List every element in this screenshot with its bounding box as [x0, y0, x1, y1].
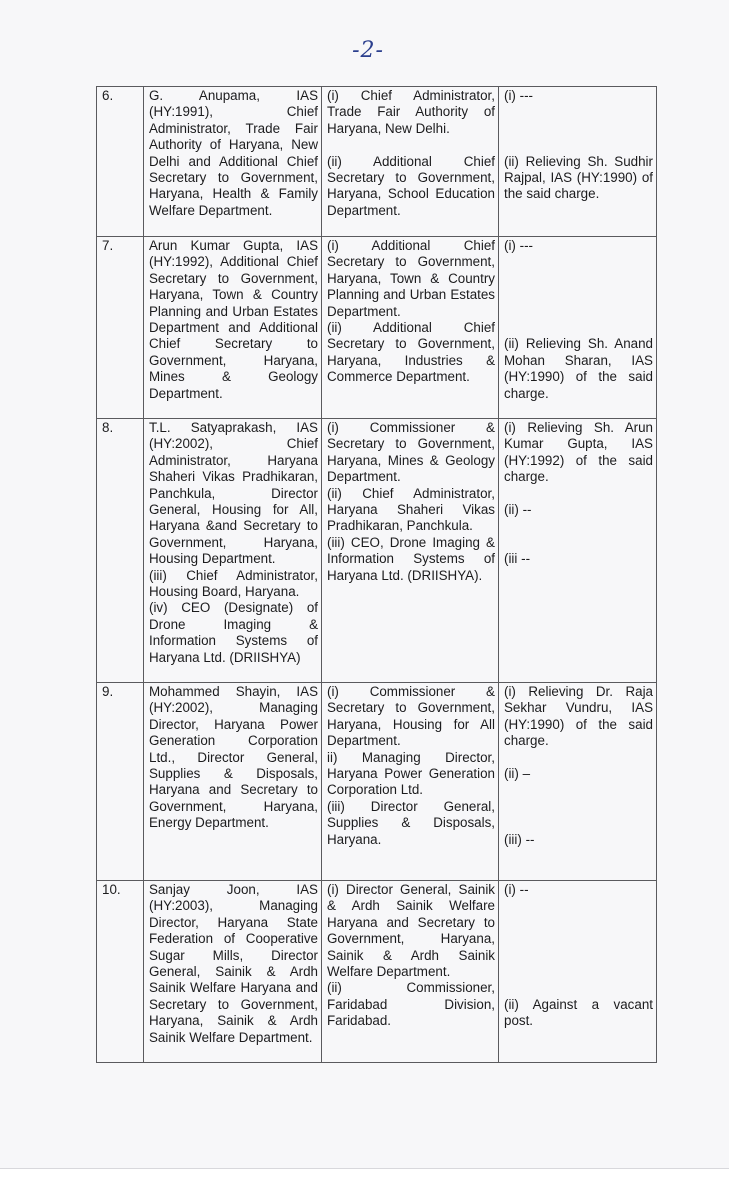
- spacer: [504, 320, 653, 336]
- remark-item: (ii) –: [504, 766, 531, 782]
- posting-item: (iii) CEO, Drone Imaging & Information Systems of Haryana Ltd. (DRIISHYA).: [327, 534, 495, 583]
- remark-item: (iii) --: [504, 831, 535, 847]
- remark-item: (ii) Against a vacant post.: [504, 996, 653, 1029]
- officer-text: (iii) Chief Administrator, Housing Board, Haryana.: [149, 567, 318, 600]
- spacer: [504, 518, 653, 534]
- new-posting: [322, 683, 499, 881]
- new-posting: [322, 881, 499, 1063]
- spacer: [504, 121, 653, 137]
- posting-item: (ii) Additional Chief Secretary to Government, Haryana, School Education Department.: [327, 153, 495, 218]
- spacer: [504, 898, 653, 914]
- officer-current-posting: [144, 881, 322, 1063]
- spacer: [504, 815, 653, 831]
- spacer: [504, 486, 653, 502]
- serial-number: 7.: [97, 237, 144, 419]
- spacer: [504, 750, 653, 766]
- remarks: [499, 87, 657, 237]
- officer-text: Sanjay Joon, IAS (HY:2003), Managing Director, Haryana State Federation of Cooperative Sugar Mills, Director General, Sainik & Ardh Sainik Welfare Haryana and Secretary to Government, Haryana, Sainik & Ardh Sainik Welfare Department.: [149, 882, 318, 1045]
- remark-item: (i) Relieving Dr. Raja Sekhar Vundru, IAS (HY:1990) of the said charge.: [504, 684, 653, 749]
- spacer: [504, 915, 653, 931]
- posting-item: (i) Additional Chief Secretary to Government, Haryana, Town & Country Planning and Urban Estates Department.: [327, 238, 495, 319]
- officer-current-posting: [144, 419, 322, 683]
- officer-text: T.L. Satyaprakash, IAS (HY:2002), Chief Administrator, Haryana Shaheri Vikas Pradhikaran, Panchkula, Director General, Housing for All, Haryana &and Secretary to Government, Haryana, Housing Department.: [149, 420, 318, 567]
- spacer: [504, 782, 653, 798]
- new-posting: [322, 237, 499, 419]
- serial-number: 8.: [97, 419, 144, 683]
- table-row: [97, 419, 657, 683]
- remark-item: (i) --: [504, 882, 529, 897]
- serial-number: 10.: [97, 881, 144, 1063]
- posting-item: ii) Managing Director, Haryana Power Generation Corporation Ltd.: [327, 749, 495, 798]
- serial-number: 6.: [97, 87, 144, 237]
- posting-item: (ii) Chief Administrator, Haryana Shaheri Vikas Pradhikaran, Panchkula.: [327, 485, 495, 534]
- table-row: [97, 881, 657, 1063]
- new-posting: [322, 87, 499, 237]
- remark-item: (i) ---: [504, 88, 533, 103]
- remarks: [499, 419, 657, 683]
- spacer: [504, 964, 653, 980]
- posting-item: (i) Director General, Sainik & Ardh Sainik Welfare Haryana and Secretary to Government, Haryana, Sainik & Ardh Sainik Welfare Department.: [327, 882, 495, 980]
- spacer: [504, 535, 653, 551]
- officer-current-posting: [144, 237, 322, 419]
- officer-current-posting: [144, 87, 322, 237]
- posting-item: (ii) Additional Chief Secretary to Government, Haryana, Industries & Commerce Department.: [327, 320, 495, 385]
- table-row: [97, 237, 657, 419]
- posting-item: (ii) Commissioner, Faridabad Division, Faridabad.: [327, 980, 495, 1029]
- handwritten-page-number: -2-: [352, 38, 384, 63]
- serial-number: 9.: [97, 683, 144, 881]
- posting-item: (i) Commissioner & Secretary to Government, Haryana, Mines & Geology Department.: [327, 420, 495, 485]
- spacer: [504, 287, 653, 303]
- spacer: [504, 104, 653, 120]
- remarks: [499, 237, 657, 419]
- remarks: [499, 683, 657, 881]
- spacer: [504, 254, 653, 270]
- table-row: [97, 683, 657, 881]
- postings-table: [96, 86, 657, 1063]
- officer-text: Mohammed Shayin, IAS (HY:2002), Managing Director, Haryana Power Generation Corporation Ltd., Director General, Supplies & Disposals, Haryana and Secretary to Government, Haryana, Energy Department.: [149, 684, 318, 831]
- spacer: [504, 304, 653, 320]
- new-posting: [322, 419, 499, 683]
- officer-text: (iv) CEO (Designate) of Drone Imaging & Information Systems of Haryana Ltd. (DRIISHYA): [149, 600, 318, 665]
- spacer: [504, 948, 653, 964]
- spacer: [504, 137, 653, 153]
- spacer: [504, 799, 653, 815]
- spacer: [504, 931, 653, 947]
- officer-text: Arun Kumar Gupta, IAS (HY:1992), Additional Chief Secretary to Government, Haryana, Town & Country Planning and Urban Estates Department and Additional Chief Secretary to Government, Haryana, Mines & Geology Department.: [149, 238, 318, 401]
- remark-item: (i) ---: [504, 238, 533, 253]
- posting-item: (i) Commissioner & Secretary to Government, Haryana, Housing for All Department.: [327, 684, 495, 749]
- spacer: [327, 137, 495, 153]
- officer-text: G. Anupama, IAS (HY:1991), Chief Administrator, Trade Fair Authority of Haryana, New Delhi and Additional Chief Secretary to Government, Haryana, Health & Family Welfare Department.: [149, 88, 318, 218]
- remarks: [499, 881, 657, 1063]
- posting-item: (i) Chief Administrator, Trade Fair Authority of Haryana, New Delhi.: [327, 88, 495, 136]
- remark-item: (iii --: [504, 551, 531, 567]
- posting-item: (iii) Director General, Supplies & Disposals, Haryana.: [327, 798, 495, 847]
- remark-item: (ii) Relieving Sh. Anand Mohan Sharan, IAS (HY:1990) of the said charge.: [504, 336, 653, 401]
- remark-item: (ii) --: [504, 502, 532, 518]
- spacer: [504, 271, 653, 287]
- remark-item: (i) Relieving Sh. Arun Kumar Gupta, IAS (HY:1992) of the said charge.: [504, 420, 653, 485]
- table-row: [97, 87, 657, 237]
- remark-item: (ii) Relieving Sh. Sudhir Rajpal, IAS (HY:1990) of the said charge.: [504, 153, 653, 202]
- spacer: [504, 980, 653, 996]
- officer-current-posting: [144, 683, 322, 881]
